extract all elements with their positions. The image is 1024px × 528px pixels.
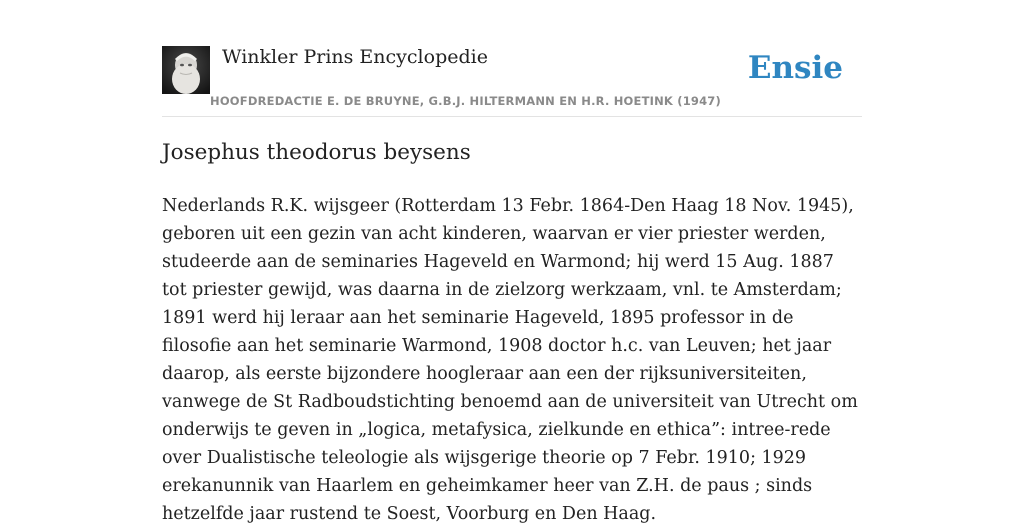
ensie-logo[interactable]: Ensie — [747, 50, 843, 86]
source-subtitle: HOOFDREDACTIE E. DE BRUYNE, G.B.J. HILTERMANN EN H.R. HOETINK (1947) — [210, 94, 721, 108]
source-title[interactable]: Winkler Prins Encyclopedie — [222, 46, 488, 68]
author-avatar — [162, 46, 210, 94]
source-header — [162, 44, 862, 117]
author-portrait-icon — [162, 46, 210, 94]
article-body: Nederlands R.K. wijsgeer (Rotterdam 13 Febr. 1864-Den Haag 18 Nov. 1945), geboren uit een gezin van acht kinderen, waarvan er vier priester werden, studeerde aan de seminaries Hageveld en Warmond; hij werd 15 Aug. 1887 tot priester gewijd, was daarna in de zielzorg werkzaam, vnl. te Amsterdam; 1891 werd hij leraar aan het seminarie Hageveld, 1895 professor in de filosofie aan het seminarie Warmond, 1908 doctor h.c. van Leuven; het jaar daarop, als eerste bijzondere hoogleraar aan een der rijksuniversiteiten, vanwege de St Radboudstichting benoemd aan de universiteit van Utrecht om onderwijs te geven in „logica, metafysica, zielkunde en ethica”: intree-rede over Dualistische teleologie als wijsgerige theorie op 7 Febr. 1910; 1929 erekanunnik van Haarlem en geheimkamer heer van Z.H. de paus ; sinds hetzelfde jaar rustend te Soest, Voorburg en Den Haag. — [162, 196, 858, 524]
article-title: Josephus theodorus beysens — [162, 140, 471, 165]
